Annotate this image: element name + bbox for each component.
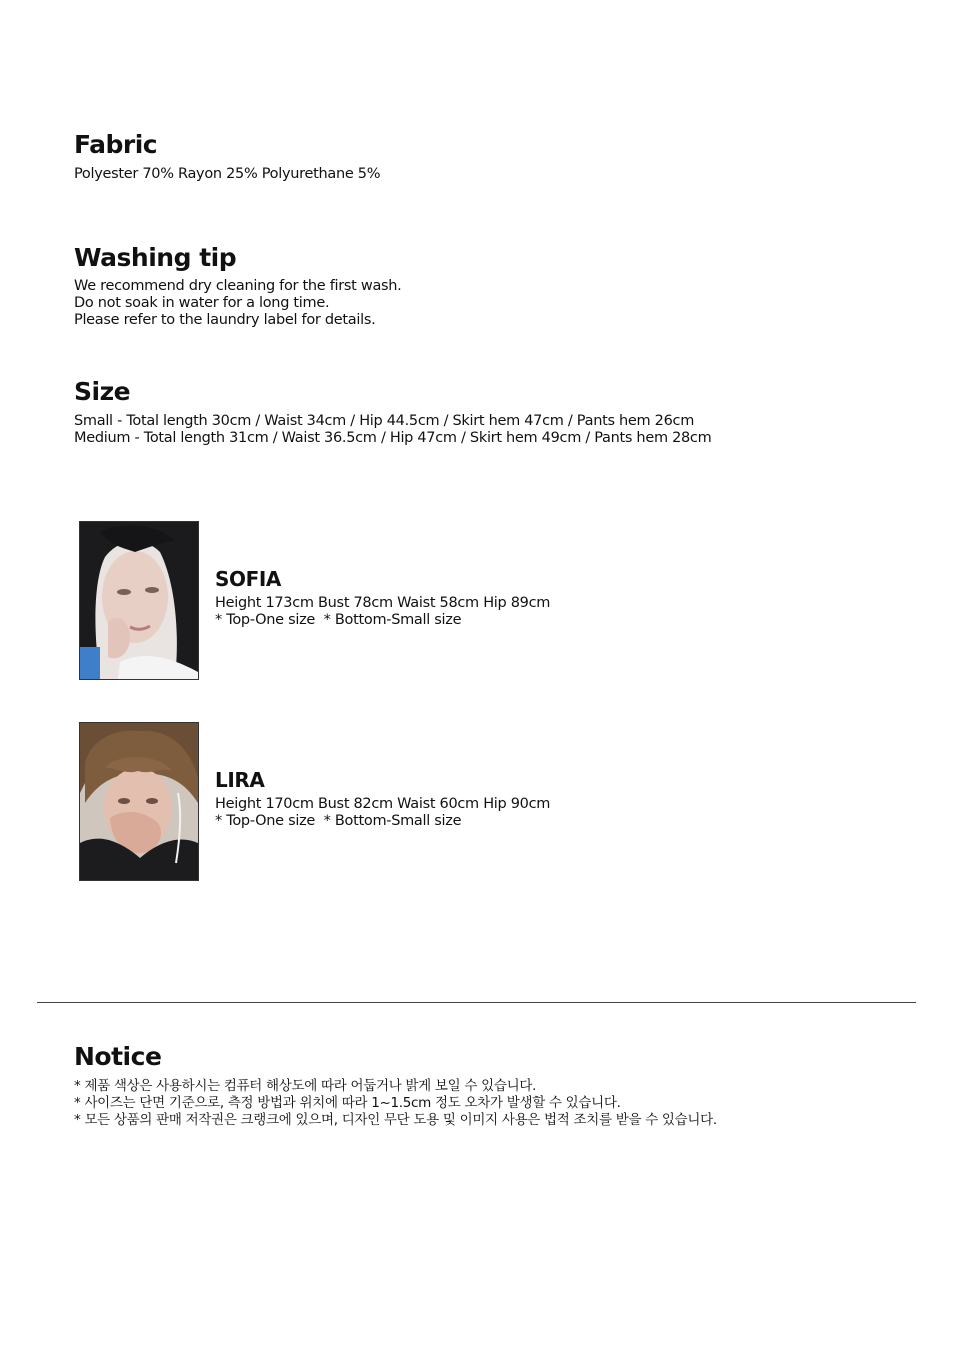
fabric-heading: Fabric — [74, 130, 158, 159]
model-name: LIRA — [215, 768, 265, 792]
size-line-medium: Medium - Total length 31cm / Waist 36.5cm / Hip 47cm / Skirt hem 49cm / Pants hem 28cm — [74, 430, 712, 446]
fabric-composition — [74, 166, 914, 183]
washing-line: Please refer to the laundry label for details. — [74, 312, 376, 328]
size-line-small: Small - Total length 30cm / Waist 34cm / Hip 44.5cm / Skirt hem 47cm / Pants hem 26cm — [74, 413, 695, 429]
model-details — [215, 796, 550, 830]
washing-line: We recommend dry cleaning for the first wash. — [74, 278, 402, 294]
model-sizes: * Top-One size * Bottom-Small size — [215, 813, 462, 829]
fabric-line: Polyester 70% Rayon 25% Polyurethane 5% — [74, 166, 381, 182]
notice-heading: Notice — [74, 1042, 162, 1071]
model-card-lira — [79, 722, 899, 882]
model-info-lira — [215, 768, 550, 830]
model-details — [215, 595, 550, 629]
washing-heading: Washing tip — [74, 243, 237, 272]
notice-line: * 모든 상품의 판매 저작권은 크랭크에 있으며, 디자인 무단 도용 및 이미지 사용은 법적 조치를 받을 수 있습니다. — [74, 1112, 717, 1128]
washing-line: Do not soak in water for a long time. — [74, 295, 330, 311]
washing-section — [74, 243, 914, 329]
notice-line: * 사이즈는 단면 기준으로, 측정 방법과 위치에 따라 1~1.5cm 정도 오차가 발생할 수 있습니다. — [74, 1095, 621, 1111]
model-measurements: Height 170cm Bust 82cm Waist 60cm Hip 90cm — [215, 796, 551, 812]
model-photo-lira — [79, 722, 199, 881]
fabric-section — [74, 130, 914, 183]
notice-section — [74, 1042, 914, 1129]
model-measurements: Height 173cm Bust 78cm Waist 58cm Hip 89cm — [215, 595, 551, 611]
notice-line: * 제품 색상은 사용하시는 컴퓨터 해상도에 따라 어둡거나 밝게 보일 수 있습니다. — [74, 1078, 537, 1094]
model-sizes: * Top-One size * Bottom-Small size — [215, 612, 462, 628]
size-measurements — [74, 413, 914, 447]
size-section — [74, 377, 914, 447]
model-info-sofia — [215, 567, 550, 629]
model-card-sofia — [79, 521, 899, 681]
size-heading: Size — [74, 377, 131, 406]
model-photo-sofia — [79, 521, 199, 680]
model-name: SOFIA — [215, 567, 281, 591]
notice-list — [74, 1078, 914, 1129]
section-divider — [37, 1002, 916, 1003]
washing-instructions — [74, 278, 914, 329]
